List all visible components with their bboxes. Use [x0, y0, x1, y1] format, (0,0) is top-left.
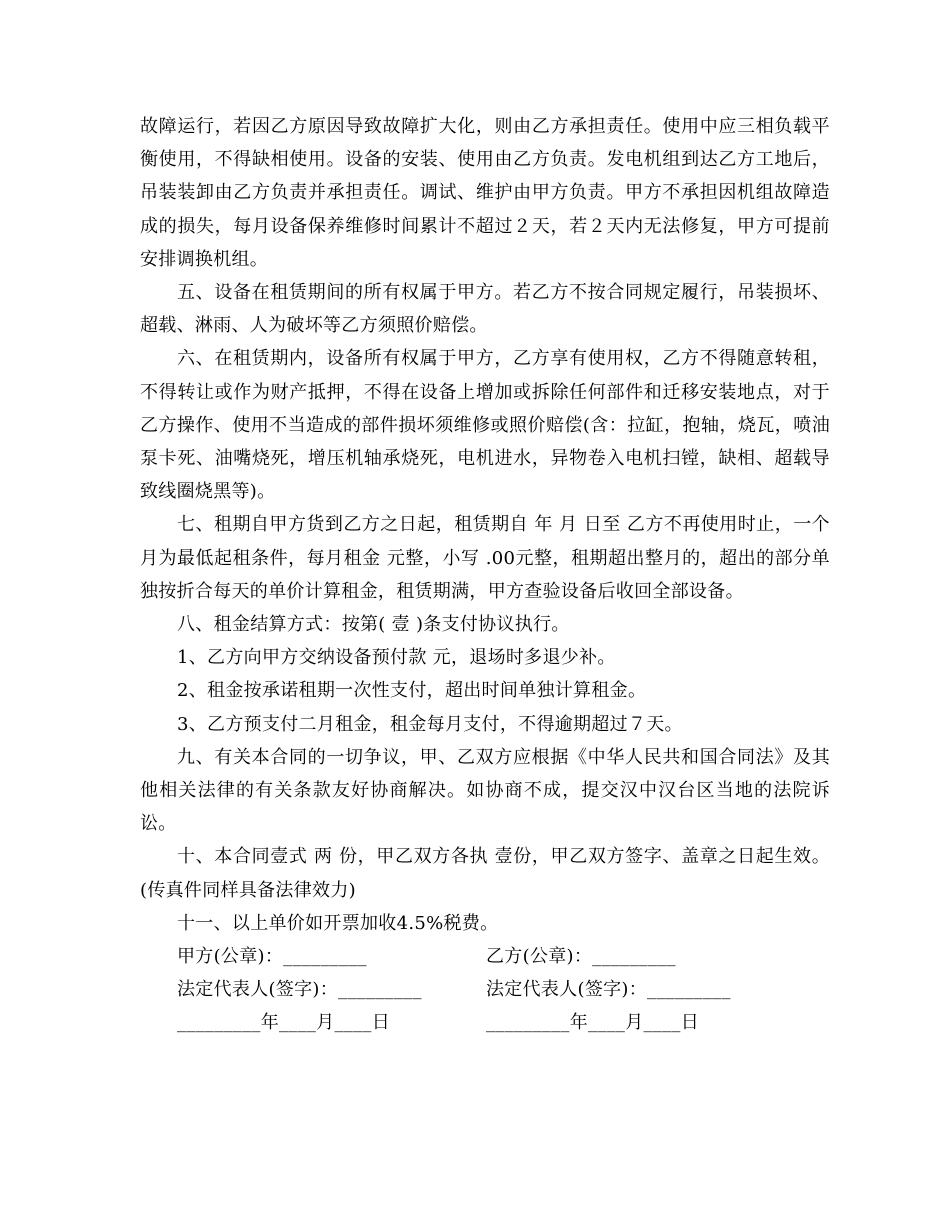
- party-a-date-line: _________年____月____日: [177, 1012, 390, 1034]
- party-b-representative-line: 法定代表人(签字)：_________: [486, 979, 731, 1001]
- party-b-seal-line: 乙方(公章)：_________: [486, 946, 676, 968]
- signature-row-seal: [140, 940, 830, 973]
- paragraph-clause-8-item-1: 1、乙方向甲方交纳设备预付款 元，退场时多退少补。: [177, 647, 616, 669]
- paragraph-clause-5: 五、设备在租赁期间的所有权属于甲方。若乙方不按合同规定履行，吊装损坏、超载、淋雨、人为破坏等乙方须照价赔偿。: [140, 282, 830, 337]
- party-b-date-line: _________年____月____日: [486, 1012, 699, 1034]
- party-a-representative-line: 法定代表人(签字)：_________: [177, 979, 422, 1001]
- paragraph-clause-10: 十、本合同壹式 两 份，甲乙双方各执 壹份，甲乙双方签字、盖章之日起生效。(传真件同样具备法律效力): [140, 846, 830, 901]
- contract-body: [140, 110, 830, 1040]
- paragraph-clause-8-item-2: 2、租金按承诺租期一次性支付，超出时间单独计算租金。: [177, 680, 647, 702]
- signature-row-date: [140, 1006, 830, 1039]
- paragraph-clause-11: 十一、以上单价如开票加收4.5%税费。: [177, 912, 499, 934]
- paragraph-equipment-failure: 故障运行，若因乙方原因导致故障扩大化，则由乙方承担责任。使用中应三相负载平衡使用，不得缺相使用。设备的安装、使用由乙方负责。发电机组到达乙方工地后，吊装装卸由乙方负责并承担责任。调试、维护由甲方负责。甲方不承担因机组故障造成的损失，每月设备保养维修时间累计不超过２天，若２天内无法修复，甲方可提前安排调换机组。: [140, 116, 830, 270]
- paragraph-clause-8-item-3: 3、乙方预支付二月租金，租金每月支付，不得逾期超过７天。: [177, 713, 683, 735]
- paragraph-clause-6: 六、在租赁期内，设备所有权属于甲方，乙方享有使用权，乙方不得随意转租，不得转让或作为财产抵押，不得在设备上增加或拆除任何部件和迁移安装地点，对于乙方操作、使用不当造成的部件损坏须维修或照价赔偿(含：拉缸，抱轴，烧瓦，喷油泵卡死、油嘴烧死，增压机轴承烧死，电机进水，异物卷入电机扫镗，缺相、超载导致线圈烧黑等)。: [140, 348, 830, 503]
- signature-row-representative: [140, 973, 830, 1006]
- paragraph-clause-9: 九、有关本合同的一切争议，甲、乙双方应根据《中华人民共和国合同法》及其他相关法律的有关条款友好协商解决。如协商不成，提交汉中汉台区当地的法院诉讼。: [140, 746, 830, 835]
- party-a-seal-line: 甲方(公章)：_________: [177, 946, 367, 968]
- paragraph-clause-8: 八、租金结算方式：按第( 壹 )条支付协议执行。: [177, 614, 570, 636]
- paragraph-clause-7: 七、租期自甲方货到乙方之日起，租赁期自 年 月 日至 乙方不再使用时止，一个月为最低起租条件，每月租金 元整，小写 .00元整，租期超出整月的，超出的部分单独按折合每天的单价计算租金，租赁期满，甲方查验设备后收回全部设备。: [140, 514, 830, 602]
